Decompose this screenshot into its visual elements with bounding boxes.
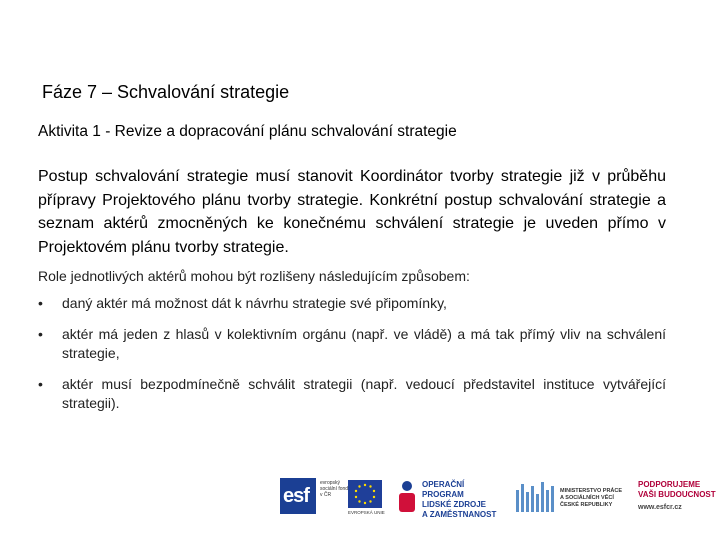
list-item [38, 375, 666, 413]
role-text: aktér musí bezpodmínečně schválit strategii (např. vedoucí představitel instituce vytvářející strategii). [62, 376, 666, 411]
op-lzz-logo [396, 476, 506, 518]
activity-subtitle: Aktivita 1 - Revize a dopracování plánu schvalování strategie [38, 123, 457, 140]
list-item [38, 294, 666, 313]
esf-logo-text: esf [283, 485, 309, 507]
page-title: Fáze 7 – Schvalování strategie [42, 82, 290, 102]
podporujeme-text: PODPORUJEME VAŠI BUDOUCNOST [638, 480, 716, 499]
mpsv-text: MINISTERSTVO PRÁCE A SOCIÁLNÍCH VĚCÍ ČESKÉ REPUBLIKY [560, 488, 623, 508]
roles-list [38, 294, 666, 413]
main-paragraph: Postup schvalování strategie musí stanovit Koordinátor tvorby strategie již v průběhu přípravy Projektového plánu tvorby strategie. Konkrétní postup schvalování strategie a seznam aktérů zmocněných ke konečnému schválení strategie je uveden přímo v Projektovém plánu tvorby strategie. [38, 168, 666, 256]
logo-strip [280, 476, 720, 524]
esf-url: www.esfcr.cz [638, 504, 682, 511]
roles-intro: Role jednotlivých aktérů mohou být rozlišeny následujícím způsobem: [38, 268, 470, 284]
role-text: daný aktér má možnost dát k návrhu strategie své připomínky, [62, 295, 447, 311]
bullet-icon: • [38, 376, 43, 392]
eu-flag-icon [348, 480, 382, 508]
bullet-icon: • [38, 295, 43, 311]
list-item [38, 325, 666, 363]
esf-logo-mark-icon [280, 478, 316, 514]
role-text: aktér má jeden z hlasů v kolektivním orgánu (např. ve vládě) a má tak přímý vliv na schválení strategie, [62, 326, 666, 361]
op-person-icon [396, 480, 418, 514]
podporujeme-logo [638, 476, 720, 518]
esf-logo-caption: evropský sociální fond v ČR [320, 480, 349, 498]
op-text: OPERAČNÍ PROGRAM LIDSKÉ ZDROJE A ZAMĚSTNANOST [422, 480, 497, 519]
mpsv-logo [516, 476, 626, 518]
mpsv-bars-icon [516, 480, 554, 514]
eu-label: EVROPSKÁ UNIE [348, 510, 385, 515]
bullet-icon: • [38, 326, 43, 342]
